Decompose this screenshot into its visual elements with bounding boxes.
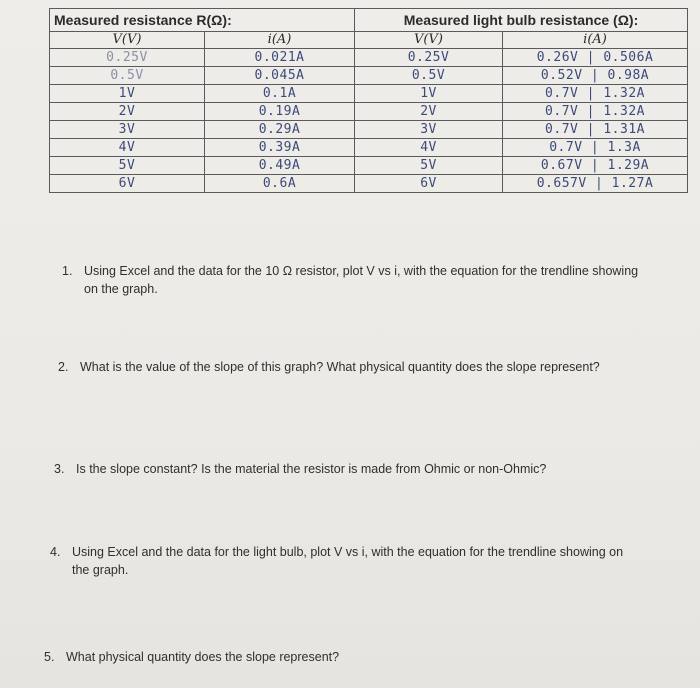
cell-voltage-bulb: 2V: [355, 103, 503, 121]
cell-voltage-bulb: 6V: [355, 175, 503, 193]
subheader-voltage-resistor: V(V): [50, 32, 205, 49]
cell-voltage-bulb: 4V: [355, 139, 503, 157]
cell-voltage-resistor: 4V: [50, 139, 205, 157]
cell-current-resistor: 0.045A: [205, 67, 355, 85]
question-text: Using Excel and the data for the light bulb, plot V vs i, with the equation for the trendline showing on the graph.: [72, 545, 624, 577]
question-number: 3.: [54, 462, 65, 476]
cell-current-bulb: 0.26V | 0.506A: [503, 49, 688, 67]
subheader-current-bulb: i(A): [503, 32, 688, 49]
cell-voltage-resistor: 3V: [50, 121, 205, 139]
question-4: [50, 543, 632, 579]
question-3: [54, 460, 636, 478]
question-number: 1.: [62, 264, 73, 278]
cell-voltage-resistor: 1V: [50, 85, 205, 103]
header-resistor: Measured resistance R(Ω):: [50, 9, 355, 32]
cell-current-resistor: 0.29A: [205, 121, 355, 139]
cell-voltage-bulb: 3V: [355, 121, 503, 139]
question-text: Using Excel and the data for the 10 Ω resistor, plot V vs i, with the equation for the trendline showing on the graph.: [84, 264, 639, 296]
cell-voltage-resistor: 0.5V: [50, 67, 205, 85]
question-5: [44, 648, 626, 666]
subheader-voltage-bulb: V(V): [355, 32, 503, 49]
question-text: What is the value of the slope of this graph? What physical quantity does the slope represent?: [80, 360, 600, 374]
cell-current-resistor: 0.1A: [205, 85, 355, 103]
cell-current-bulb: 0.52V | 0.98A: [503, 67, 688, 85]
cell-current-resistor: 0.39A: [205, 139, 355, 157]
cell-current-resistor: 0.19A: [205, 103, 355, 121]
question-number: 4.: [50, 545, 61, 559]
cell-current-bulb: 0.7V | 1.31A: [503, 121, 688, 139]
cell-current-bulb: 0.657V | 1.27A: [503, 175, 688, 193]
question-1: [62, 262, 644, 298]
cell-voltage-resistor: 6V: [50, 175, 205, 193]
cell-voltage-resistor: 5V: [50, 157, 205, 175]
question-number: 5.: [44, 650, 55, 664]
subheader-current-resistor: i(A): [205, 32, 355, 49]
cell-voltage-bulb: 0.25V: [355, 49, 503, 67]
header-light-bulb: Measured light bulb resistance (Ω):: [355, 9, 688, 32]
cell-current-bulb: 0.7V | 1.32A: [503, 85, 688, 103]
question-text: Is the slope constant? Is the material the resistor is made from Ohmic or non-Ohmic?: [76, 462, 547, 476]
cell-current-bulb: 0.7V | 1.3A: [503, 139, 688, 157]
cell-voltage-bulb: 5V: [355, 157, 503, 175]
cell-voltage-resistor: 0.25V: [50, 49, 205, 67]
question-number: 2.: [58, 360, 69, 374]
cell-current-bulb: 0.67V | 1.29A: [503, 157, 688, 175]
cell-voltage-bulb: 1V: [355, 85, 503, 103]
cell-current-resistor: 0.6A: [205, 175, 355, 193]
cell-voltage-bulb: 0.5V: [355, 67, 503, 85]
question-2: [58, 358, 640, 376]
cell-current-resistor: 0.021A: [205, 49, 355, 67]
question-text: What physical quantity does the slope represent?: [66, 650, 340, 664]
cell-current-resistor: 0.49A: [205, 157, 355, 175]
cell-voltage-resistor: 2V: [50, 103, 205, 121]
cell-current-bulb: 0.7V | 1.32A: [503, 103, 688, 121]
